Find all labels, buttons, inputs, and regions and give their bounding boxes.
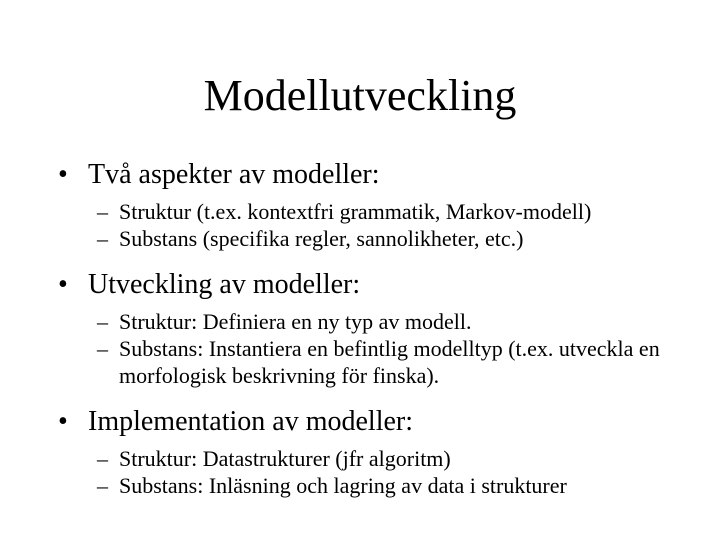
sub-marker: – — [97, 446, 108, 471]
sub-item-text: Struktur: Definiera en ny typ av modell. — [119, 309, 472, 334]
bullet-development — [58, 268, 698, 302]
slide-content — [58, 158, 698, 515]
bullet-two-aspects — [58, 158, 698, 192]
sub-item — [58, 335, 698, 389]
sub-marker: – — [97, 199, 108, 224]
sub-item — [58, 198, 698, 225]
sub-item-text: Substans: Inläsning och lagring av data i strukturer — [119, 473, 567, 498]
sub-marker: – — [97, 309, 108, 334]
sub-item — [58, 472, 698, 499]
sub-list — [58, 198, 698, 252]
bullet-implementation — [58, 405, 698, 439]
bullet-marker: • — [58, 269, 68, 300]
sub-item — [58, 225, 698, 252]
sub-marker: – — [97, 336, 108, 361]
sub-item-text: Struktur: Datastrukturer (jfr algoritm) — [119, 446, 451, 471]
bullet-text: Implementation av modeller: — [88, 406, 414, 437]
sub-item-text: Struktur (t.ex. kontextfri grammatik, Markov-modell) — [119, 199, 592, 224]
sub-marker: – — [97, 473, 108, 498]
sub-marker: – — [97, 226, 108, 251]
bullet-text: Utveckling av modeller: — [88, 269, 361, 300]
sub-item — [58, 445, 698, 472]
sub-item-text: Substans: Instantiera en befintlig modelltyp (t.ex. utveckla en morfologisk beskrivning för finska). — [119, 336, 660, 388]
bullet-marker: • — [58, 159, 68, 190]
sub-item-text: Substans (specifika regler, sannolikheter, etc.) — [119, 226, 524, 251]
sub-list — [58, 308, 698, 389]
bullet-text: Två aspekter av modeller: — [88, 159, 380, 190]
slide-title: Modellutveckling — [203, 71, 517, 120]
sub-list — [58, 445, 698, 499]
sub-item — [58, 308, 698, 335]
bullet-marker: • — [58, 406, 68, 437]
